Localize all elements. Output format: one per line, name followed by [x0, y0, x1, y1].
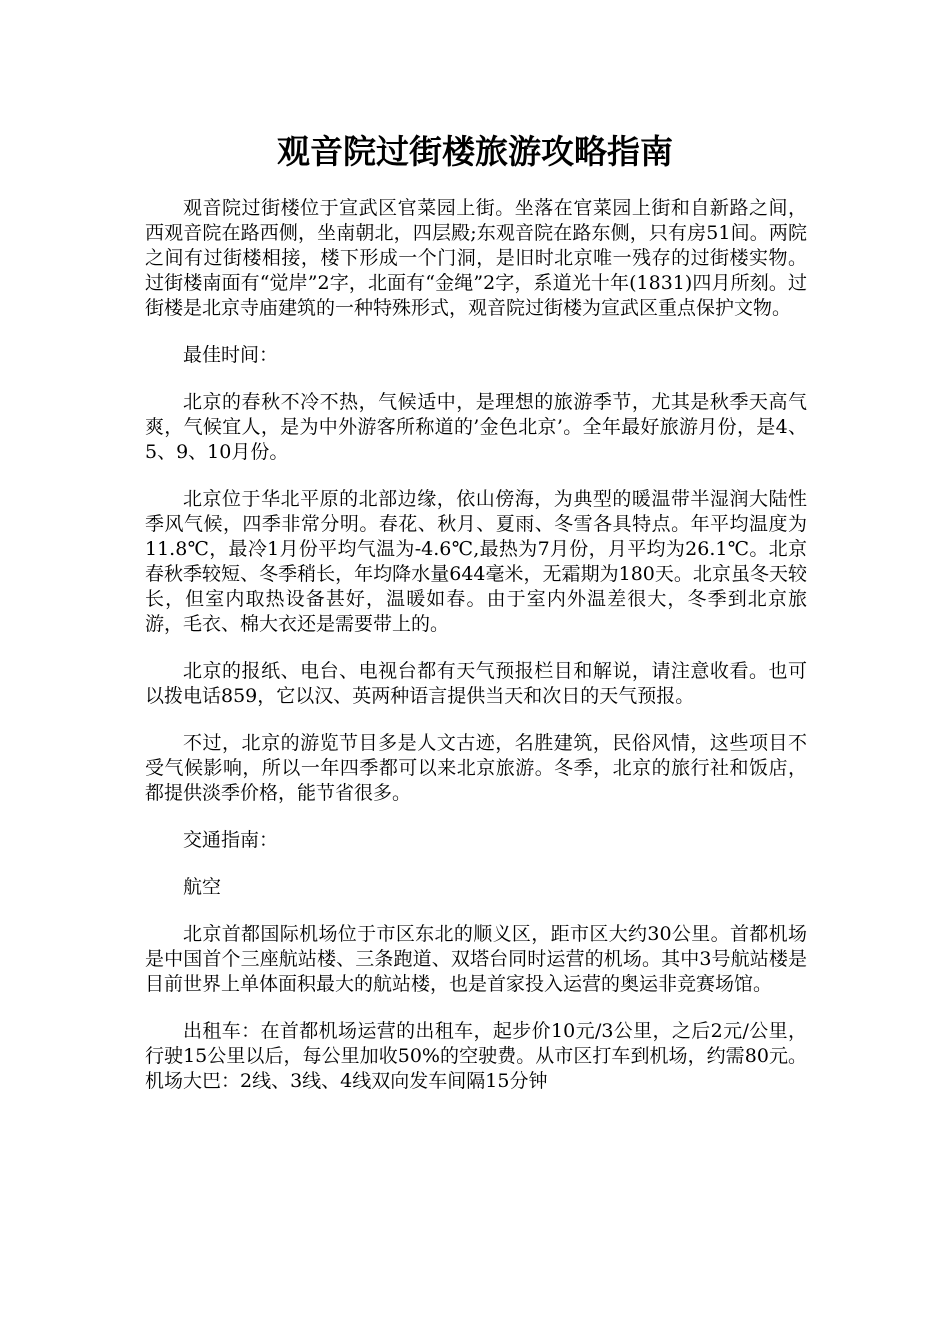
paragraph-off-season: 不过，北京的游览节目多是人文古迹，名胜建筑，民俗风情，这些项目不受气候影响，所以一年四季都可以来北京旅游。冬季，北京的旅行社和饭店，都提供淡季价格，能节省很多。: [145, 732, 807, 804]
paragraph-taxi-bus: 出租车：在首都机场运营的出租车，起步价10元/3公里，之后2元/公里，行驶15公里以后，每公里加收50%的空驶费。从市区打车到机场，约需80元。 机场大巴：2线、3线、4线双向发车间隔15分钟: [145, 1020, 807, 1092]
paragraph-airport: 北京首都国际机场位于市区东北的顺义区，距市区大约30公里。首都机场是中国首个三座航站楼、三条跑道、双塔台同时运营的机场。其中3号航站楼是目前世界上单体面积最大的航站楼，也是首家投入运营的奥运非竞赛场馆。: [145, 923, 807, 995]
paragraph-season: 北京的春秋不冷不热，气候适中，是理想的旅游季节，尤其是秋季天高气爽，气候宜人，是为中外游客所称道的’金色北京’。全年最好旅游月份，是4、5、9、10月份。: [145, 391, 807, 463]
paragraph-intro: 观音院过街楼位于宣武区官菜园上街。坐落在官菜园上街和自新路之间，西观音院在路西侧，坐南朝北，四层殿;东观音院在路东侧，只有房51间。两院之间有过街楼相接，楼下形成一个门洞，是旧时北京唯一残存的过街楼实物。过街楼南面有“觉岸”2字，北面有“金绳”2字，系道光十年(1831)四月所刻。过街楼是北京寺庙建筑的一种特殊形式，观音院过街楼为宣武区重点保护文物。: [145, 197, 807, 319]
paragraph-climate: 北京位于华北平原的北部边缘，依山傍海，为典型的暖温带半湿润大陆性季风气候，四季非常分明。春花、秋月、夏雨、冬雪各具特点。年平均温度为11.8℃，最冷1月份平均气温为-4.6℃,最热为7月份，月平均为26.1℃。北京春秋季较短、冬季稍长，年均降水量644毫米，无霜期为180天。北京虽冬天较长，但室内取热设备甚好，温暖如春。由于室内外温差很大，冬季到北京旅游，毛衣、棉大衣还是需要带上的。: [145, 488, 807, 635]
heading-best-time: 最佳时间：: [183, 344, 279, 366]
document-title: 观音院过街楼旅游攻略指南: [277, 132, 673, 171]
heading-transport: 交通指南：: [183, 829, 279, 851]
paragraph-weather-forecast: 北京的报纸、电台、电视台都有天气预报栏目和解说，请注意收看。也可以拨电话859，它以汉、英两种语言提供当天和次日的天气预报。: [145, 660, 807, 707]
heading-aviation: 航空: [183, 876, 222, 898]
document-body: [145, 196, 807, 1116]
